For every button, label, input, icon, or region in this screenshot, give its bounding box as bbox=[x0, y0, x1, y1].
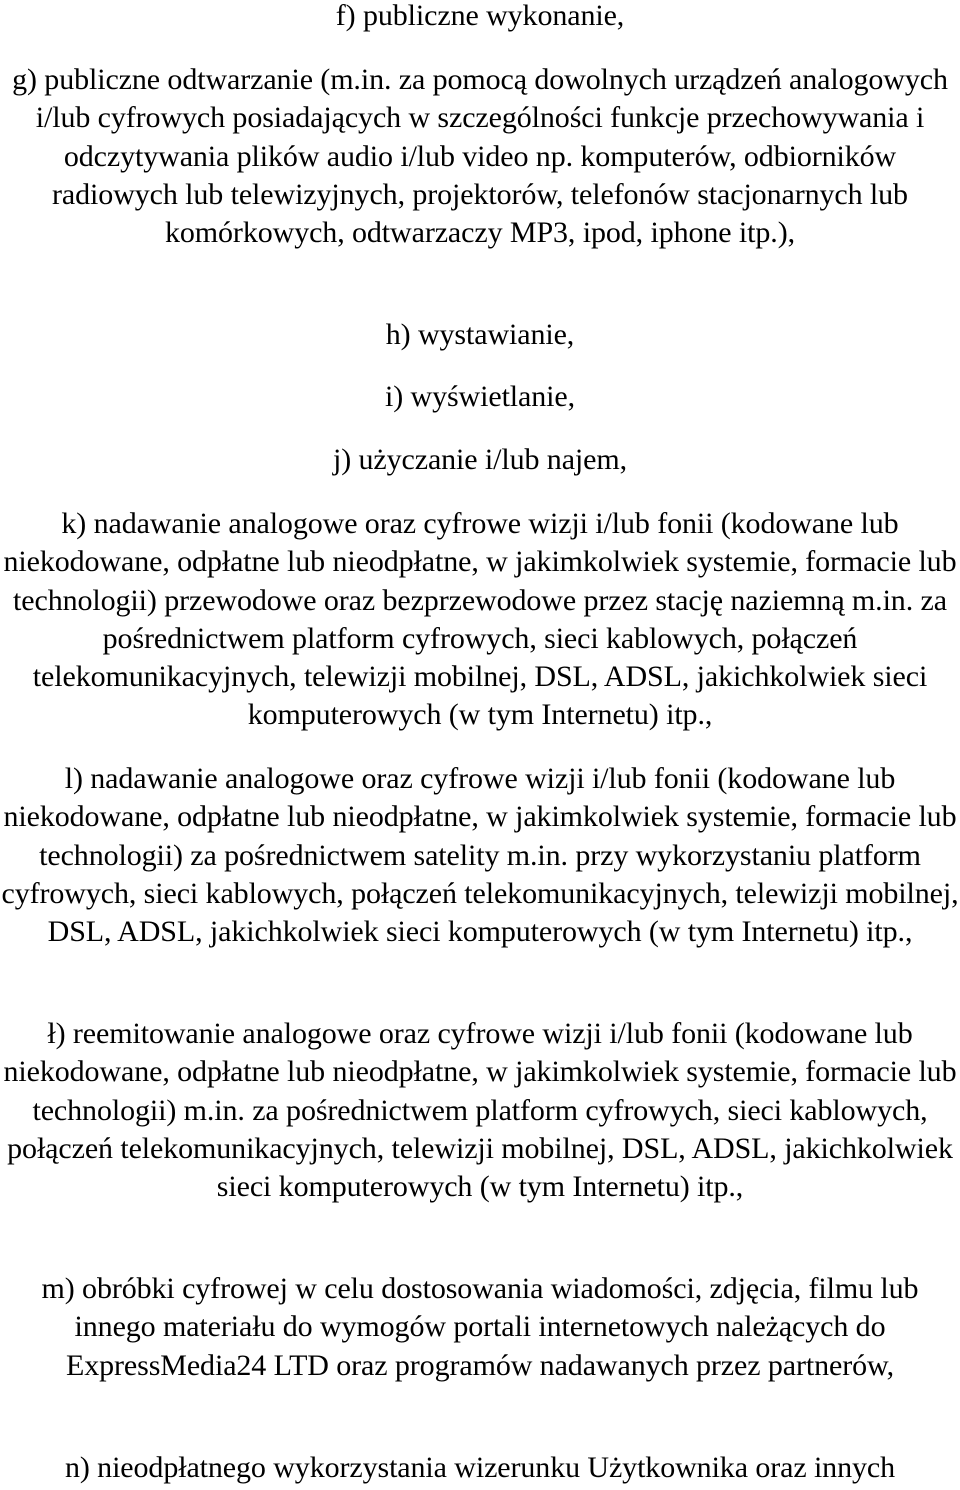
list-item-j: j) użyczanie i/lub najem, bbox=[332, 443, 628, 476]
list-item-g: g) publiczne odtwarzanie (m.in. za pomocą dowolnych urządzeń analogowych i/lub cyfrowych posiadających w szczególności funkcje przechowywania i odczytywania plików audio i/lub video np. komputerów, odbiorników radiowych lub telewizyjnych, projektorów, telefonów stacjonarnych lub komórkowych, odtwarzaczy MP3, ipod, iphone itp.), bbox=[12, 63, 948, 250]
list-item-i: i) wyświetlanie, bbox=[384, 380, 576, 413]
list-item-l-stroke: ł) reemitowanie analogowe oraz cyfrowe wizji i/lub fonii (kodowane lub niekodowane, odpłatne lub nieodpłatne, w jakimkolwiek systemie, formacie lub technologii) m.in. za pośrednictwem platform cyfrowych, sieci kablowych, połączeń telekomunikacyjnych, telewizji mobilnej, DSL, ADSL, jakichkolwiek sieci komputerowych (w tym Internetu) itp., bbox=[3, 1017, 957, 1204]
list-item-m: m) obróbki cyfrowej w celu dostosowania wiadomości, zdjęcia, filmu lub innego materiału do wymogów portali internetowych należących do ExpressMedia24 LTD oraz programów nadawanych przez partnerów, bbox=[41, 1272, 919, 1382]
list-item-h: h) wystawianie, bbox=[385, 318, 575, 351]
list-item-n: n) nieodpłatnego wykorzystania wizerunku Użytkownika oraz innych bbox=[64, 1451, 895, 1484]
list-item-l: l) nadawanie analogowe oraz cyfrowe wizji i/lub fonii (kodowane lub niekodowane, odpłatne lub nieodpłatne, w jakimkolwiek systemie, formacie lub technologii) za pośrednictwem satelity m.in. przy wykorzystaniu platform cyfrowych, sieci kablowych, połączeń telekomunikacyjnych, telewizji mobilnej, DSL, ADSL, jakichkolwiek sieci komputerowych (w tym Internetu) itp., bbox=[1, 762, 959, 949]
list-item-f: f) publiczne wykonanie, bbox=[335, 0, 625, 32]
list-item-k: k) nadawanie analogowe oraz cyfrowe wizji i/lub fonii (kodowane lub niekodowane, odpłatne lub nieodpłatne, w jakimkolwiek systemie, formacie lub technologii) przewodowe oraz bezprzewodowe przez stację naziemną m.in. za pośrednictwem platform cyfrowych, sieci kablowych, połączeń telekomunikacyjnych, telewizji mobilnej, DSL, ADSL, jakichkolwiek sieci komputerowych (w tym Internetu) itp., bbox=[3, 507, 957, 732]
